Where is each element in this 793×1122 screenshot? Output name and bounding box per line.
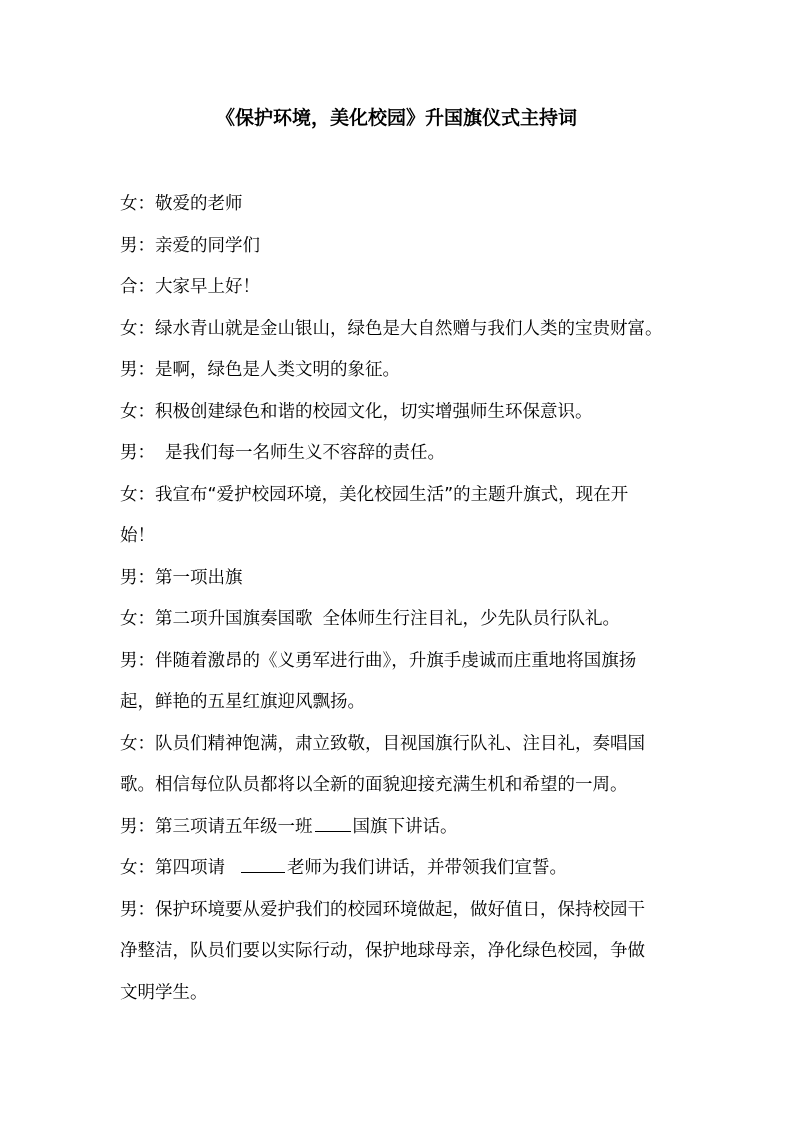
script-line: 女：敬爱的老师 (120, 194, 243, 214)
fill-in-blank (315, 811, 351, 832)
line-part: 国旗下讲话。 (352, 816, 458, 837)
document-title: 《保护环境，美化校园》升国旗仪式主持词 (215, 107, 577, 129)
script-line: 男：保护环境要从爱护我们的校园环境做起，做好值日，保持校园干 (120, 899, 645, 920)
line-part: 男：第三项请五年级一班 (120, 816, 313, 837)
script-line: 女：队员们精神饱满，肃立致敬，目视国旗行队礼、注目礼，奏唱国 (120, 733, 645, 754)
script-line: 文明学生。 (120, 982, 208, 1003)
script-line (120, 807, 680, 849)
script-line (120, 433, 680, 475)
line-content: 是我们每一名师生义不容辞的责任。 (165, 443, 445, 463)
script-line: 始！ (120, 526, 155, 546)
line-part: 女：第二项升国旗奏国歌 (120, 609, 313, 629)
script-line: 合：大家早上好！ (120, 277, 260, 297)
fill-in-blank (241, 852, 285, 873)
document-body (120, 184, 680, 1014)
script-line: 净整洁，队员们要以实际行动，保护地球母亲，净化绿色校园，争做 (120, 941, 645, 961)
script-line: 歌。相信每位队员都将以全新的面貌迎接充满生机和希望的一周。 (120, 775, 628, 795)
script-line: 男：是啊，绿色是人类文明的象征。 (120, 360, 400, 380)
line-part: 老师为我们讲话，并带领我们宣誓。 (287, 858, 567, 878)
script-line: 女：我宣布“爱护校园环境，美化校园生活”的主题升旗式，现在开 (120, 484, 629, 505)
line-part: 女：第四项请 (120, 858, 225, 878)
script-line: 起，鲜艳的五星红旗迎风飘扬。 (120, 692, 365, 712)
script-line: 女：绿水青山就是金山银山，绿色是大自然赠与我们人类的宝贵财富。 (120, 318, 663, 339)
speaker-prefix: 男： (120, 443, 155, 463)
script-line: 男：伴随着激昂的《义勇军进行曲》，升旗手虔诚而庄重地将国旗扬 (120, 650, 637, 671)
script-line: 男：第一项出旗 (120, 567, 243, 588)
script-line (120, 848, 680, 890)
script-line: 女：积极创建绿色和谐的校园文化，切实增强师生环保意识。 (120, 401, 593, 422)
script-line (120, 599, 680, 641)
script-line: 男：亲爱的同学们 (120, 235, 260, 256)
line-part: 全体师生行注目礼，少先队员行队礼。 (322, 609, 620, 629)
